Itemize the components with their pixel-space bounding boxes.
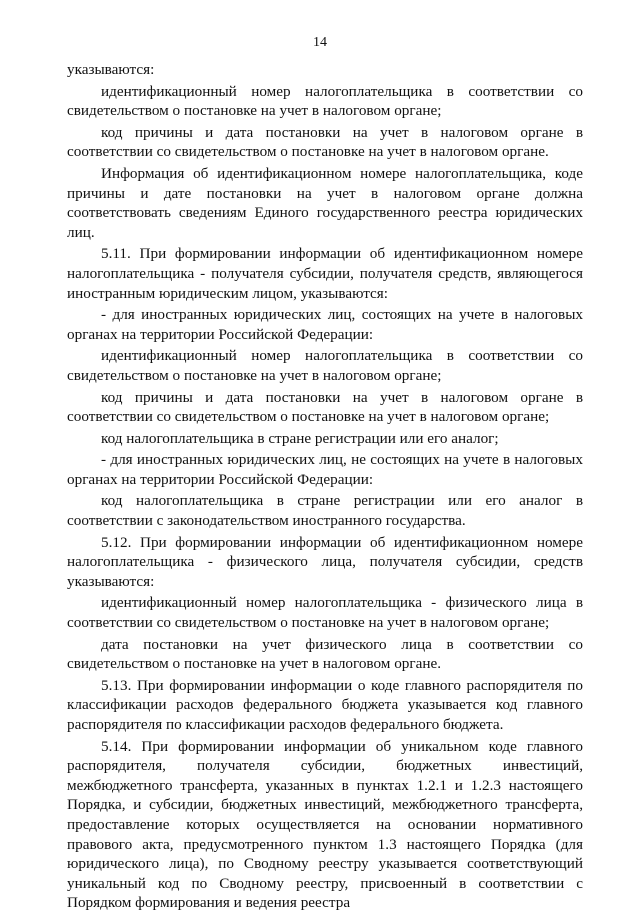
paragraph: идентификационный номер налогоплательщика в соответствии со свидетельством о постановке на учет в налоговом органе; [67,82,583,120]
paragraph: Информация об идентификационном номере налогоплательщика, коде причины и дате постановки на учет в налоговом органе должна соответствовать сведениям Единого государственного реестра юридических лиц. [67,164,583,241]
paragraph: - для иностранных юридических лиц, состоящих на учете в налоговых органах на территории Российской Федерации: [67,306,583,343]
paragraph: код причины и дата постановки на учет в налоговом органе в соответствии со свидетельством о постановке на учет в налоговом органе. [67,123,583,161]
paragraph: идентификационный номер налогоплательщика в соответствии со свидетельством о постановке на учет в налоговом органе; [67,347,583,384]
paragraph: идентификационный номер налогоплательщика - физического лица в соответствии со свидетельством о постановке на учет в налоговом органе; [67,594,583,632]
paragraph: 5.13. При формировании информации о коде главного распорядителя по классификации расходов федерального бюджета указывается код главного распорядителя по классификации расходов федерального бюджета. [67,676,583,733]
paragraph: дата постановки на учет физического лица в соответствии со свидетельством о постановке на учет в налоговом органе. [67,635,583,673]
page-number: 14 [313,35,327,50]
paragraph: 5.11. При формировании информации об идентификационном номере налогоплательщика - получателя субсидии, получателя средств, являющегося иностранным юридическим лицом, указываются: [67,245,583,302]
paragraph: - для иностранных юридических лиц, не состоящих на учете в налоговых органах на территории Российской Федерации: [67,451,583,488]
paragraph: 5.12. При формировании информации об идентификационном номере налогоплательщика - физического лица, получателя субсидии, средств указываются: [67,533,583,590]
paragraph: код налогоплательщика в стране регистрации или его аналог в соответствии с законодательством иностранного государства. [67,492,583,530]
paragraph: 5.14. При формировании информации об уникальном коде главного распорядителя, получателя субсидии, бюджетных инвестиций, межбюджетного трансферта, указанных в пунктах 1.2.1 и 1.2.3 настоящего Порядка, и субсидии, бюджетных инвестиций, межбюджетного трансферта, предоставление которых осуществляется на основании нормативного правового акта, предусмотренного пунктом 1.3 настоящего Порядка (для юридического лица), по Сводному реестру указывается соответствующий уникальный код по Сводному реестру, присвоенный в соответствии с Порядком формирования и ведения реестра [67,737,583,912]
document-body [67,60,583,915]
paragraph: код причины и дата постановки на учет в налоговом органе в соответствии со свидетельством о постановке на учет в налоговом органе; [67,388,583,426]
paragraph: код налогоплательщика в стране регистрации или его аналог; [101,429,499,447]
paragraph: указываются: [67,61,155,78]
